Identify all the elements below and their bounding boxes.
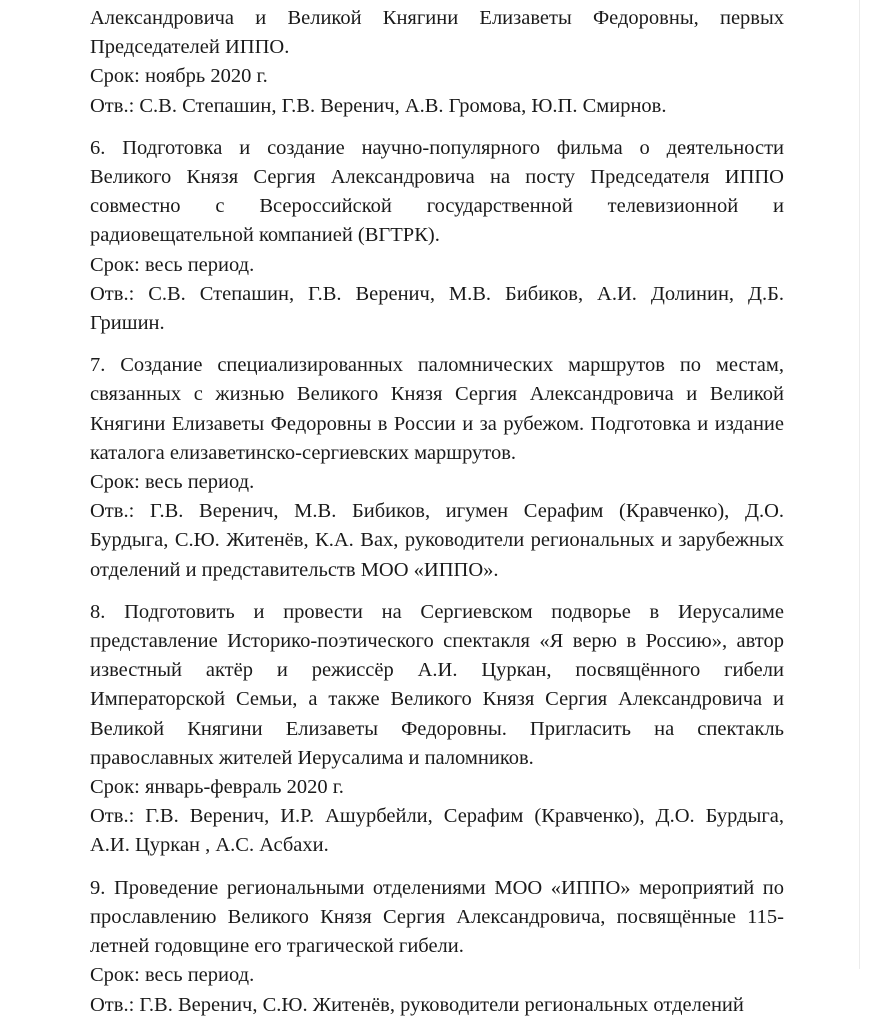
text-line: Александровича и Великой Княгини Елизаветы Федоровны, первых [90,7,784,29]
deadline: Срок: весь период. [90,253,255,276]
text-line: связанных с жизнью Великого Князя Сергия Александровича и Великой [90,383,784,406]
text-line: летней годовщине его трагической гибели. [90,935,464,958]
text-line: 8. Подготовить и провести на Сергиевском подворье в Иерусалиме [90,600,784,623]
text-line: прославлению Великого Князя Сергия Александровича, посвящённые 115- [90,905,784,928]
text-line: Императорской Семьи, а также Великого Князя Сергия Александровича и [90,688,784,711]
item-6 [90,134,784,338]
responsible: Отв.: Г.В. Веренич, И.Р. Ашурбейли, Серафим (Кравченко), Д.О. Бурдыга, [90,805,784,828]
text-line: совместно с Всероссийской государственной телевизионной и [90,195,784,218]
text-line: радиовещательной компанией (ВГТРК). [90,224,440,247]
responsible: А.И. Цуркан , А.С. Асбахи. [90,834,329,857]
responsible: отделений и представительств МОО «ИППО». [90,558,499,581]
document-body [90,4,784,1020]
text-line: Великой Княгини Елизаветы Федоровны. Пригласить на спектакль [90,717,784,740]
text-line: каталога елизаветинско-сергиевских маршрутов. [90,441,517,464]
item-7 [90,351,784,585]
deadline: Срок: весь период. [90,964,255,987]
text-line: 9. Проведение региональными отделениями МОО «ИППО» мероприятий по [90,876,784,899]
text-line: Княгини Елизаветы Федоровны в России и за рубежом. Подготовка и издание [90,412,784,435]
responsible: Отв.: С.В. Степашин, Г.В. Веренич, А.В. Громова, Ю.П. Смирнов. [90,94,667,117]
responsible: Отв.: Г.В. Веренич, М.В. Бибиков, игумен Серафим (Кравченко), Д.О. [90,500,784,523]
deadline: Срок: весь период. [90,471,255,494]
text-line: православных жителей Иерусалима и паломников. [90,746,534,769]
responsible: Отв.: Г.В. Веренич, С.Ю. Житенёв, руководители региональных отделений [90,993,744,1016]
deadline: Срок: январь-февраль 2020 г. [90,776,344,799]
responsible: Гришин. [90,312,165,335]
responsible: Отв.: С.В. Степашин, Г.В. Веренич, М.В. Бибиков, А.И. Долинин, Д.Б. [90,282,784,305]
deadline: Срок: ноябрь 2020 г. [90,65,268,88]
item-8 [90,598,784,861]
text-line: известный актёр и режиссёр А.И. Цуркан, посвящённого гибели [90,659,784,682]
page-edge-line [859,0,860,969]
text-line: Председателей ИППО. [90,36,290,59]
item-9 [90,874,784,1020]
text-line: представление Историко-поэтического спектакля «Я верю в Россию», автор [90,630,784,653]
responsible: Бурдыга, С.Ю. Житенёв, К.А. Вах, руководители региональных и зарубежных [90,529,784,552]
text-line: 6. Подготовка и создание научно-популярного фильма о деятельности [90,136,784,159]
text-line: 7. Создание специализированных паломнических маршрутов по местам, [90,354,784,377]
item-5-continuation [90,4,784,121]
text-line: Великого Князя Сергия Александровича на посту Председателя ИППО [90,166,784,189]
